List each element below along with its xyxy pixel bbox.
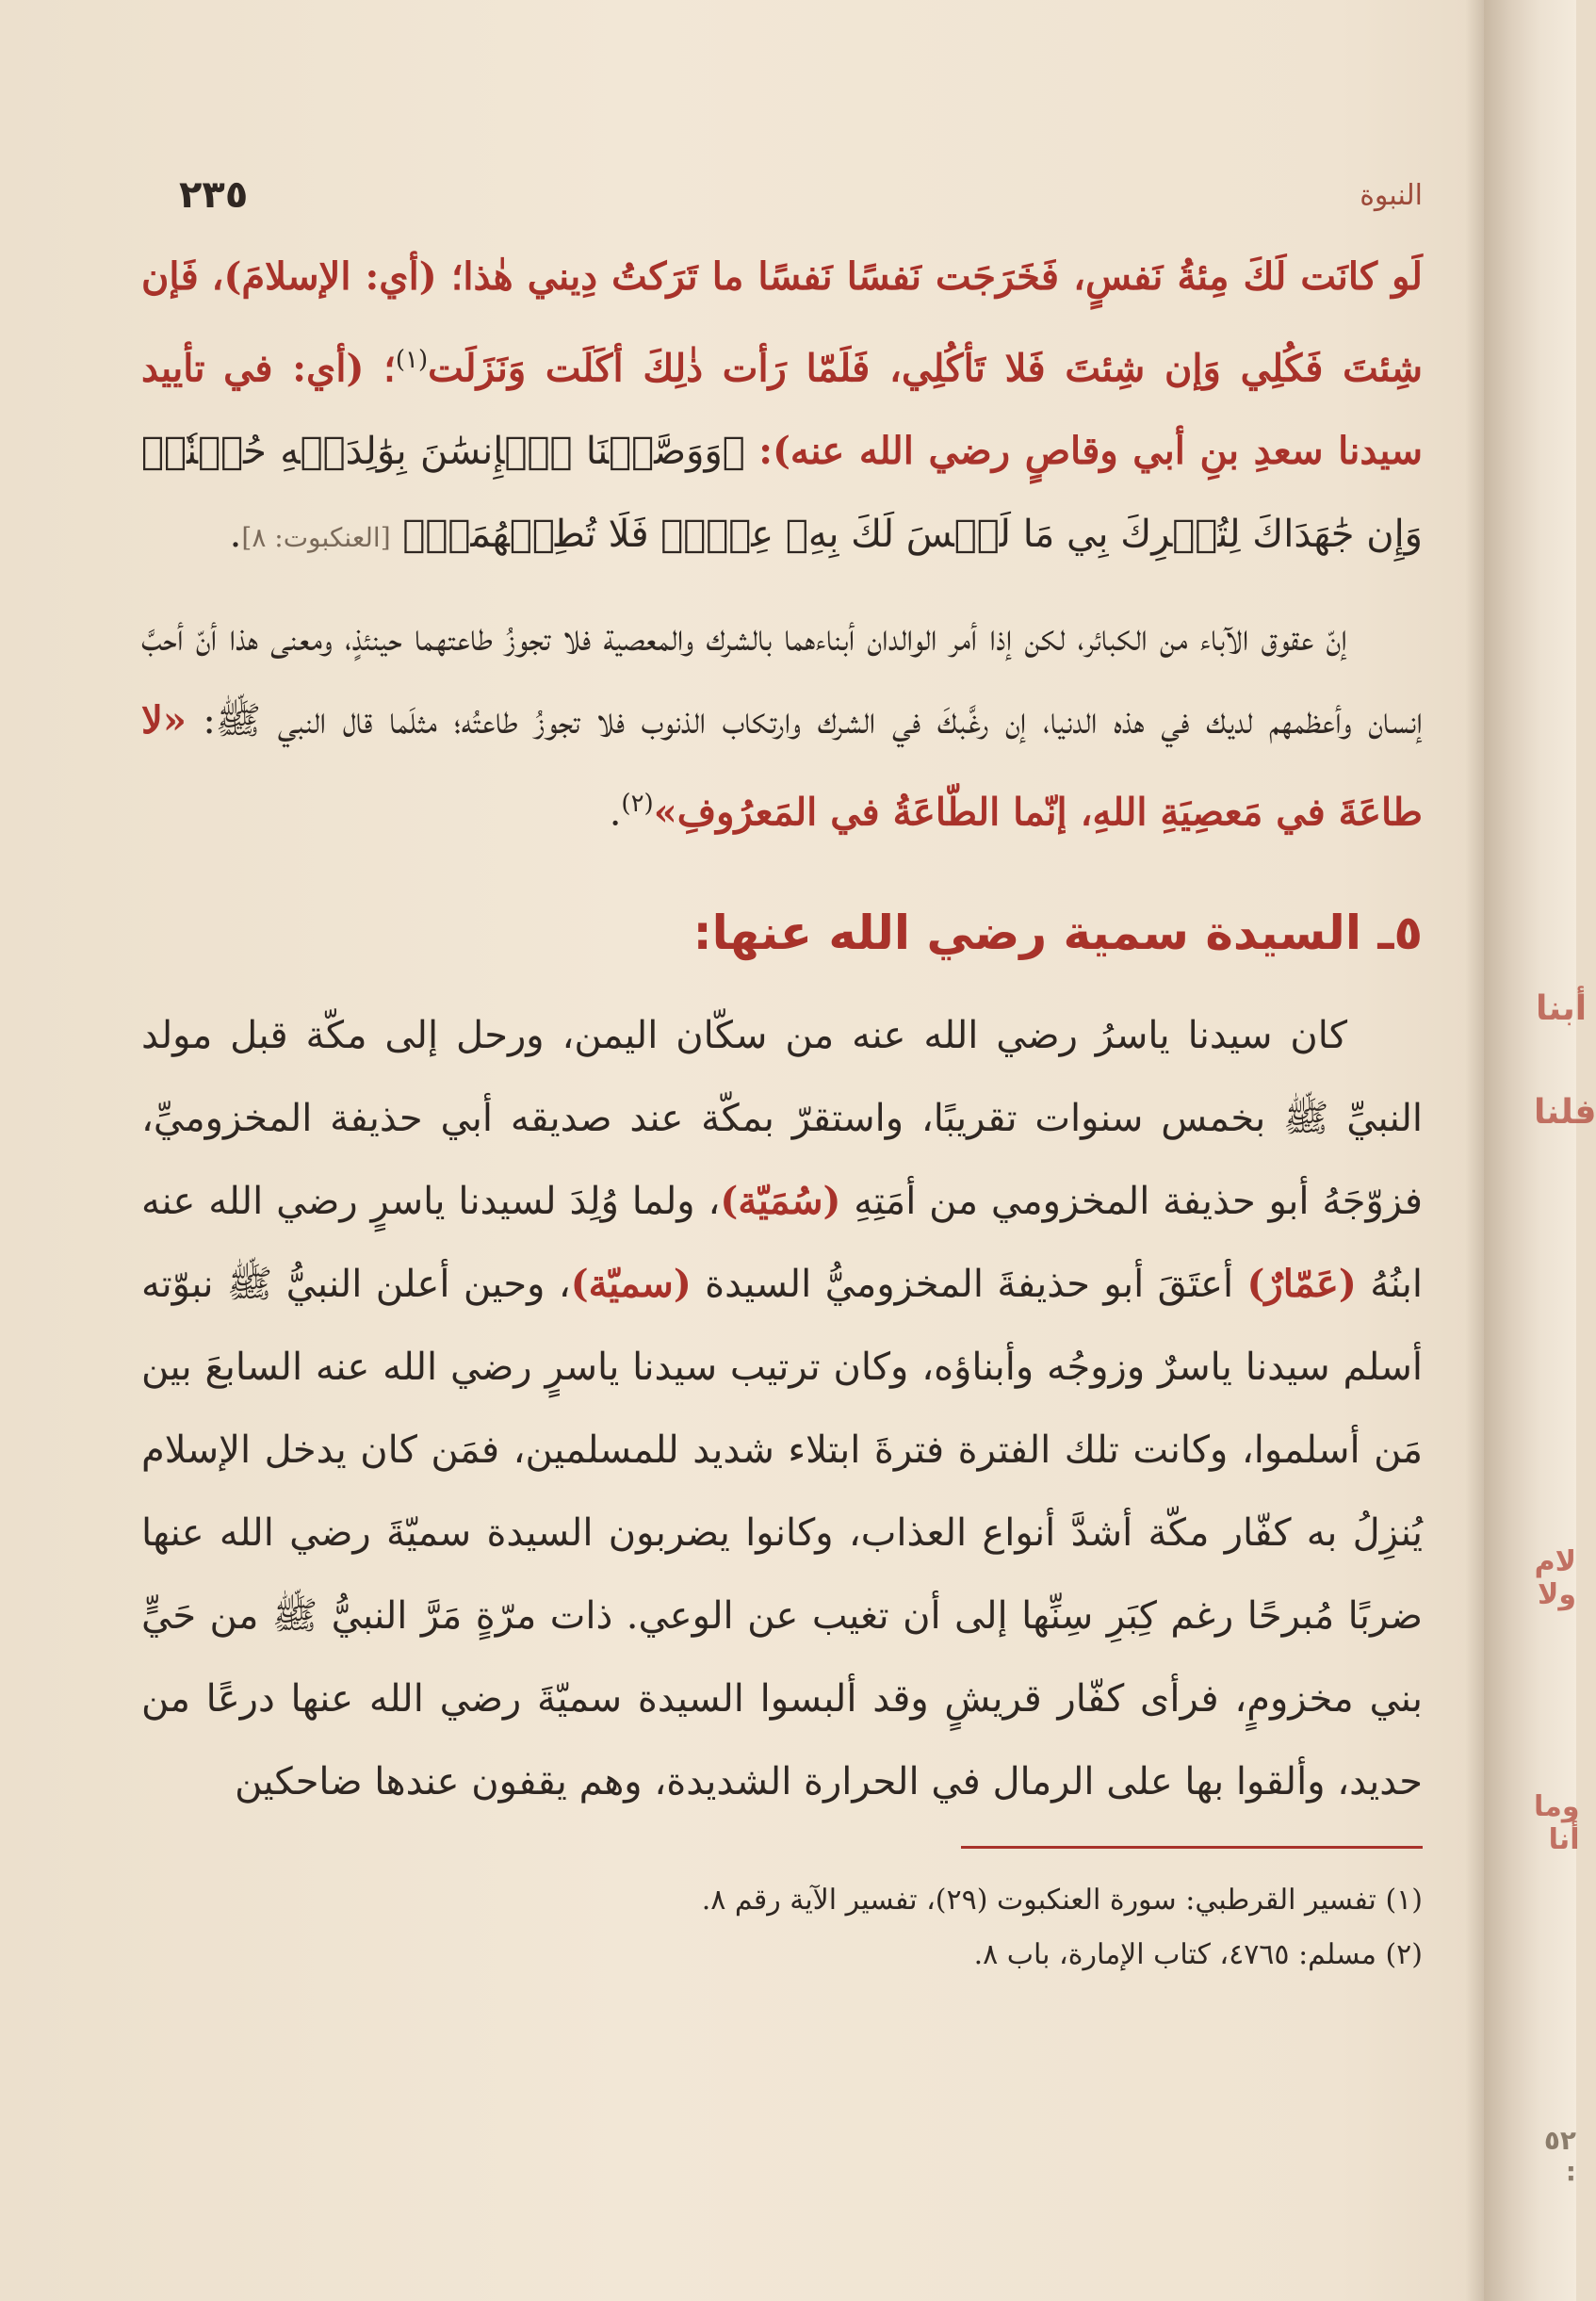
footnote-mark-2: (٢) xyxy=(621,790,654,819)
page-number: ٢٣٥ xyxy=(179,173,249,217)
name-ammar: (عَمّارٌ) xyxy=(1246,1261,1357,1306)
sumayya-text-4: ، وحين أعلن النبيُّ ﷺ نبوّته أسلم سيدنا ياسرٌ وزوجُه وأبناؤه، وكان ترتيب سيدنا ياسرٍ رضي الله عنه السابعَ بين مَن أسلموا، وكانت تلك الفترة فترةَ ابتلاء شديد للمسلمين، فمَن كان يدخل الإسلام يُنزِلُ به كفّار مكّة أشدَّ أنواع العذاب، وكانوا يضربون السيدة سميّةَ رضي الله عنها ضربًا مُبرحًا رغم كِبَرِ سِنِّها إلى أن تغيب عن الوعي. ذات مرّةٍ مَرَّ النبيُّ ﷺ من حَيٍّ بني مخزومٍ، فرأى كفّار قريشٍ وقد ألبسوا السيدة سميّةَ رضي الله عنها درعًا من حديد، وألقوا بها على الرمال في الحرارة الشديدة، وهم يقفون عندها ضاحكين xyxy=(141,1262,1423,1803)
name-sumayya-1: (سُمَيّة) xyxy=(720,1178,841,1223)
book-page xyxy=(141,173,1424,1983)
footnote-1: (١) تفسير القرطبي: سورة العنكبوت (٢٩)، تفسير الآية رقم ٨. xyxy=(701,1883,1423,1917)
quran-reference: [العنكبوت: ٨] xyxy=(241,522,391,554)
bleed-text-c: لام ولا xyxy=(1534,1545,1576,1611)
bleed-text-e: ٥٢ : xyxy=(1543,2125,1576,2187)
hadith-quote: «لا طاعَةَ في مَعصِيَةِ اللهِ، إنّما الطّاعَةُ في المَعرُوفِ» xyxy=(141,698,1423,835)
story-line-3: تأييد سيدنا سعدِ بنِ أبي وقاصٍ رضي الله عنه): xyxy=(141,346,1423,474)
obedience-text: إنّ عقوق الآباء من الكبائر، لكن إذا أمر الوالدان أبناءهما بالشرك والمعصية فلا تجوزُ طاعتهما حينئذٍ، ومعنى هذا أنّ أحبَّ إنسان وأعظمهم لديك في هذه الدنيا، إن رغَّبكَ في الشرك وارتكاب الذنوب فلا تجوزُ طاعتُه؛ مثلَما قال النبي ﷺ: xyxy=(141,616,1423,743)
sumayya-text-2: ، ولما وُلِدَ لسيدنا ياسرٍ رضي الله عنه ابنُهُ xyxy=(141,1179,1424,1306)
page-header xyxy=(141,173,1423,236)
footnotes xyxy=(141,1873,1423,1983)
sumayya-text-3: أعتَقَ أبو حذيفةَ المخزوميُّ السيدة xyxy=(705,1262,1234,1306)
footnote-2: (٢) مسلم: ٤٧٦٥، كتاب الإمارة، باب ٨. xyxy=(973,1937,1423,1971)
block1-end: . xyxy=(229,513,242,557)
bleed-text-d: وما أنا xyxy=(1533,1790,1580,1856)
story-line-1: لَو كانَت لَكَ مِئةُ نَفسٍ، فَخَرَجَت نَفسًا نَفسًا ما تَرَكتُ دِيني هٰذا؛ (أي: الإسلامَ)، xyxy=(211,254,1423,299)
quran-verse: ﴿وَوَصَّيۡنَا ٱلۡإِنسَٰنَ بِوَٰلِدَيۡهِ حُسۡنٗاۖ وَإِن جَٰهَدَاكَ لِتُشۡرِكَ بِي مَا لَيۡسَ لَكَ بِهِۦ عِلۡمٞ فَلَا تُطِعۡهُمَآۚ﴾ xyxy=(141,430,1423,557)
section-heading: ٥ـ السيدة سمية رضي الله عنها: xyxy=(692,905,1423,960)
footnote-divider xyxy=(961,1846,1423,1849)
bleed-text-b: فلنا xyxy=(1534,1093,1596,1132)
block2-end: . xyxy=(609,791,622,835)
bleed-text-a: أبنا xyxy=(1536,989,1588,1028)
sumayya-text-1: كان سيدنا ياسرُ رضي الله عنه من سكّان اليمن، ورحل إلى مكّة قبل مولد النبيِّ ﷺ بخمس سنوات تقريبًا، واستقرّ بمكّة عند صديقه أبي حذيفة المخزوميِّ، فزوّجَهُ أبو حذيفة المخزومي من أمَتِهِ xyxy=(141,1013,1424,1223)
paragraph-story xyxy=(141,236,1423,579)
story-line-2: فَإن شِئتَ فَكُلِي وَإن شِئتَ فَلا تَأكُلِي، فَلَمّا رَأت ذٰلِكَ أكَلَت وَنَزَلَت xyxy=(141,254,1423,391)
footnote-mark-1: (١) xyxy=(395,346,429,374)
running-title: النبوة xyxy=(1360,179,1423,212)
book-spine xyxy=(1484,0,1576,2301)
paragraph-sumayya xyxy=(141,994,1423,1823)
story-line-2-tail: ؛ (أي: في xyxy=(223,346,396,391)
paragraph-obedience xyxy=(141,596,1423,854)
name-sumayya-2: (سميّة) xyxy=(570,1261,692,1306)
